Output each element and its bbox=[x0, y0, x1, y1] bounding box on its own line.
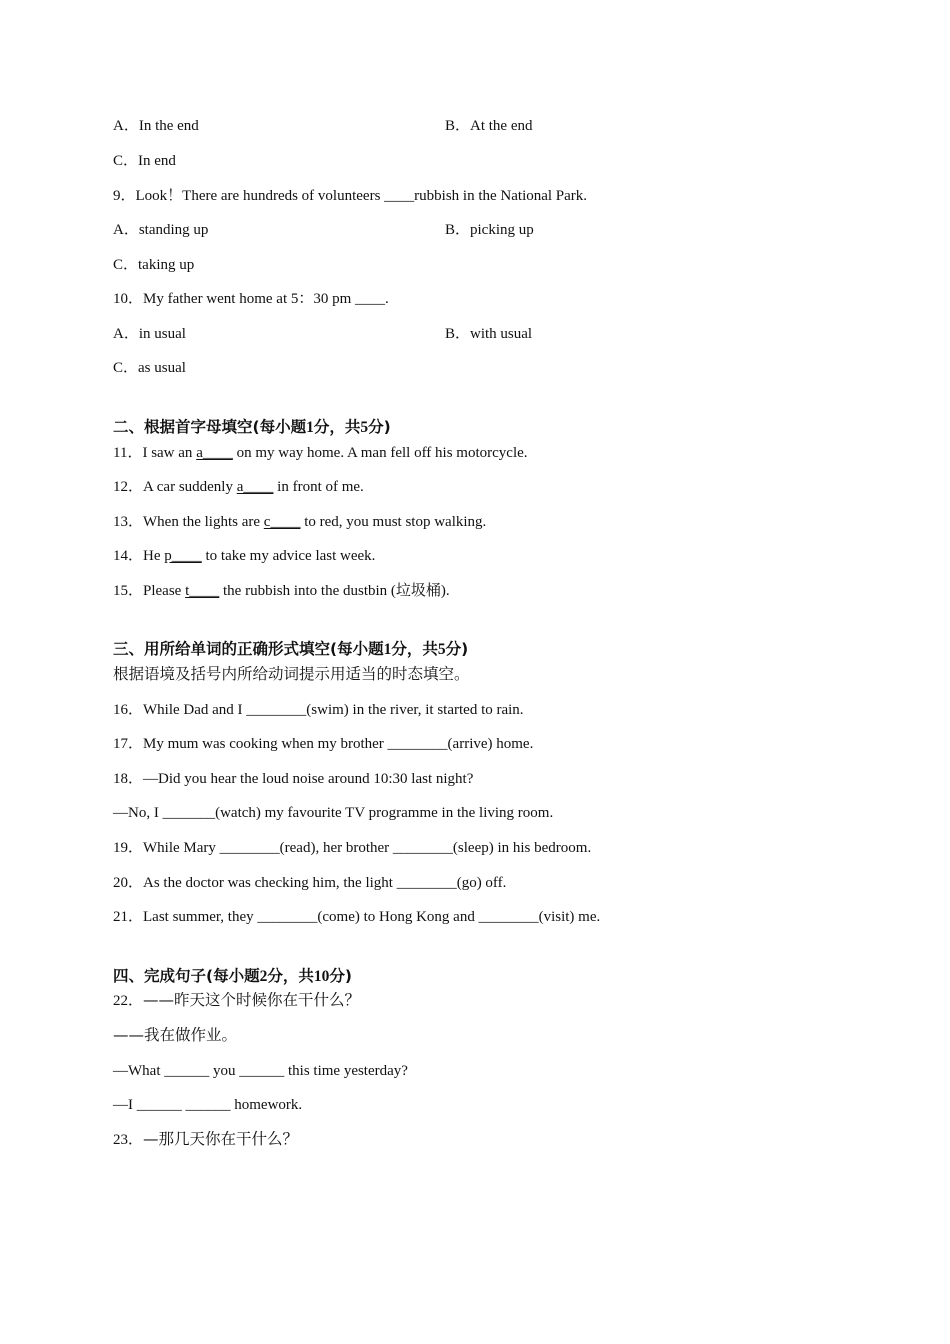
q12: 12．A car suddenly a____ in front of me. bbox=[113, 479, 364, 495]
q22-english-line1: —What ______ you ______ this time yesterday? bbox=[113, 1063, 408, 1079]
q9-option-b: B．picking up bbox=[445, 222, 534, 238]
q9-option-c: C．taking up bbox=[113, 257, 195, 273]
section4-heading: 四、完成句子(每小题2分，共10分) bbox=[113, 967, 352, 985]
q15: 15．Please t____ the rubbish into the dustbin (垃圾桶). bbox=[113, 583, 450, 599]
q8-option-c: C．In end bbox=[113, 153, 176, 169]
q13: 13．When the lights are c____ to red, you must stop walking. bbox=[113, 514, 487, 530]
q9-option-a: A．standing up bbox=[113, 222, 209, 238]
q17: 17．My mum was cooking when my brother ________(arrive) home. bbox=[113, 736, 534, 752]
section3-instruction: 根据语境及括号内所给动词提示用适当的时态填空。 bbox=[113, 665, 470, 683]
q10-option-a: A．in usual bbox=[113, 326, 186, 342]
q22-english-line2: —I ______ ______ homework. bbox=[113, 1097, 303, 1113]
section2-heading: 二、根据首字母填空(每小题1分，共5分) bbox=[113, 418, 391, 436]
q22-chinese-line2: ——我在做作业。 bbox=[113, 1026, 238, 1044]
q14: 14．He p____ to take my advice last week. bbox=[113, 548, 376, 564]
q23-chinese: 23．—那几天你在干什么？ bbox=[113, 1130, 299, 1148]
q20: 20．As the doctor was checking him, the light ________(go) off. bbox=[113, 875, 507, 891]
q19: 19．While Mary ________(read), her brother ________(sleep) in his bedroom. bbox=[113, 840, 592, 856]
q8-option-a: A．In the end bbox=[113, 118, 199, 134]
q16: 16．While Dad and I ________(swim) in the river, it started to rain. bbox=[113, 702, 524, 718]
q22-chinese-line1: 22．——昨天这个时候你在干什么？ bbox=[113, 991, 361, 1009]
q10-stem: 10．My father went home at 5：30 pm ____. bbox=[113, 291, 389, 307]
q18-answer-line: —No, I _______(watch) my favourite TV programme in the living room. bbox=[113, 805, 554, 821]
q9-stem: 9．Look！There are hundreds of volunteers ____rubbish in the National Park. bbox=[113, 188, 588, 204]
q10-option-b: B．with usual bbox=[445, 326, 533, 342]
section3-heading: 三、用所给单词的正确形式填空(每小题1分，共5分) bbox=[113, 640, 469, 658]
q8-option-b: B．At the end bbox=[445, 118, 533, 134]
q10-option-c: C．as usual bbox=[113, 360, 186, 376]
q18: 18．—Did you hear the loud noise around 10:30 last night? bbox=[113, 771, 474, 787]
q21: 21．Last summer, they ________(come) to Hong Kong and ________(visit) me. bbox=[113, 909, 601, 925]
q11: 11．I saw an a____ on my way home. A man fell off his motorcycle. bbox=[113, 445, 528, 461]
